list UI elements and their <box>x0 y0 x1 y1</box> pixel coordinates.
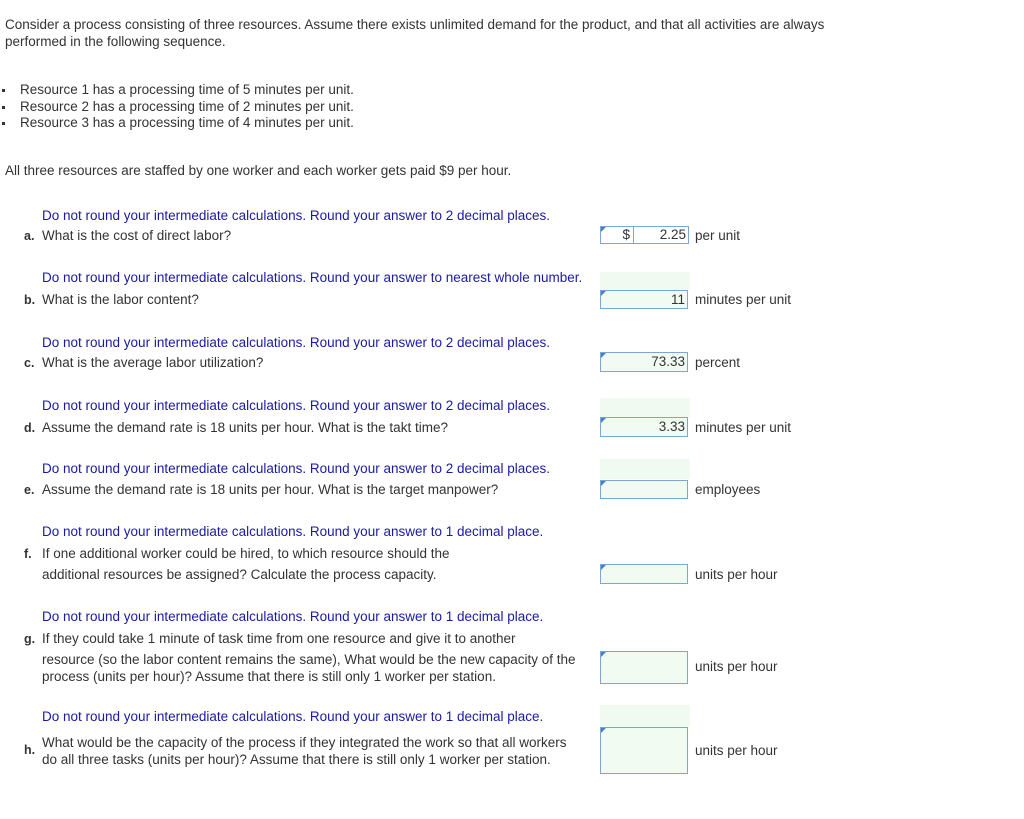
unit-b: minutes per unit <box>695 292 792 307</box>
flag-icon <box>601 481 606 486</box>
flag-icon <box>601 418 606 423</box>
instruction-a: Do not round your intermediate calculations. Round your answer to 2 decimal places. <box>42 208 551 223</box>
unit-e: employees <box>695 482 761 497</box>
currency-label <box>600 226 633 244</box>
answer-input-f[interactable] <box>600 564 688 584</box>
list-item <box>0 115 354 132</box>
instruction-d: Do not round your intermediate calculations. Round your answer to 2 decimal places. <box>42 398 551 413</box>
bullet-icon <box>2 122 5 125</box>
question-letter-a: a. <box>24 229 35 243</box>
unit-a: per unit <box>695 228 741 243</box>
list-item <box>0 99 354 116</box>
answer-input-d[interactable] <box>600 417 688 437</box>
resource-list <box>0 82 354 132</box>
answer-value-c: 73.33 <box>651 354 685 369</box>
bullet-icon <box>2 89 5 92</box>
unit-d: minutes per unit <box>695 420 792 435</box>
answer-highlight <box>600 272 690 290</box>
answer-value-d: 3.33 <box>658 419 685 434</box>
answer-highlight <box>600 398 690 418</box>
currency-symbol: $ <box>622 227 630 242</box>
resource-3-text: Resource 3 has a processing time of 4 minutes per unit. <box>20 115 354 130</box>
instruction-c: Do not round your intermediate calculations. Round your answer to 2 decimal places. <box>42 335 551 350</box>
unit-g: units per hour <box>695 659 778 674</box>
unit-f: units per hour <box>695 567 778 582</box>
answer-value-b: 11 <box>670 292 685 307</box>
question-text-f-line1: If one additional worker could be hired, to which resource should the <box>42 546 450 561</box>
flag-icon <box>601 565 606 570</box>
question-letter-e: e. <box>24 483 35 497</box>
question-text-c: What is the average labor utilization? <box>42 355 264 370</box>
answer-highlight <box>600 459 690 479</box>
flag-icon <box>601 291 606 296</box>
answer-input-c[interactable] <box>600 352 688 372</box>
resource-1-text: Resource 1 has a processing time of 5 minutes per unit. <box>20 82 354 97</box>
question-letter-d: d. <box>24 421 36 435</box>
flag-icon <box>601 353 606 358</box>
question-letter-b: b. <box>24 293 36 307</box>
question-text-b: What is the labor content? <box>42 292 199 307</box>
question-text-f-line2: additional resources be assigned? Calculate the process capacity. <box>42 567 437 582</box>
question-text-a: What is the cost of direct labor? <box>42 228 232 243</box>
question-text-e: Assume the demand rate is 18 units per hour. What is the target manpower? <box>42 482 499 497</box>
instruction-b: Do not round your intermediate calculations. Round your answer to nearest whole number. <box>42 270 583 285</box>
resource-2-text: Resource 2 has a processing time of 2 minutes per unit. <box>20 98 354 114</box>
question-letter-g: g. <box>24 632 36 646</box>
question-text-h-line2: do all three tasks (units per hour)? Assume that there is still only 1 worker per station. <box>42 752 551 767</box>
answer-input-b[interactable] <box>600 290 688 309</box>
instruction-h: Do not round your intermediate calculations. Round your answer to 1 decimal place. <box>42 709 544 724</box>
unit-c: percent <box>695 355 741 370</box>
answer-highlight <box>600 705 690 727</box>
instruction-g: Do not round your intermediate calculations. Round your answer to 1 decimal place. <box>42 609 544 624</box>
answer-input-g[interactable] <box>600 651 688 684</box>
list-item <box>0 82 354 99</box>
answer-input-h[interactable] <box>600 727 688 774</box>
answer-input-e[interactable] <box>600 480 688 499</box>
flag-icon <box>601 652 606 657</box>
unit-h: units per hour <box>695 743 778 758</box>
staffing-text: All three resources are staffed by one worker and each worker gets paid $9 per hour. <box>5 163 512 178</box>
question-letter-f: f. <box>24 547 32 561</box>
question-text-g-line2: resource (so the labor content remains the same), What would be the new capacity of the <box>42 652 576 667</box>
flag-icon <box>601 227 606 232</box>
question-text-g-line1: If they could take 1 minute of task time from one resource and give it to another <box>42 631 516 646</box>
question-letter-c: c. <box>24 356 35 370</box>
question-text-d: Assume the demand rate is 18 units per hour. What is the takt time? <box>42 420 448 435</box>
problem-intro: Consider a process consisting of three resources. Assume there exists unlimited demand for the product, and that all activities are always performed in the following sequence. <box>5 17 825 49</box>
instruction-f: Do not round your intermediate calculations. Round your answer to 1 decimal place. <box>42 524 544 539</box>
question-text-h-line1: What would be the capacity of the process if they integrated the work so that all workers <box>42 735 567 750</box>
question-letter-h: h. <box>24 743 36 757</box>
bullet-icon <box>2 106 5 109</box>
flag-icon <box>601 728 606 733</box>
instruction-e: Do not round your intermediate calculations. Round your answer to 2 decimal places. <box>42 461 551 476</box>
answer-input-a[interactable]: 2.25 <box>633 226 689 244</box>
question-text-g-line3: process (units per hour)? Assume that there is still only 1 worker per station. <box>42 669 496 684</box>
